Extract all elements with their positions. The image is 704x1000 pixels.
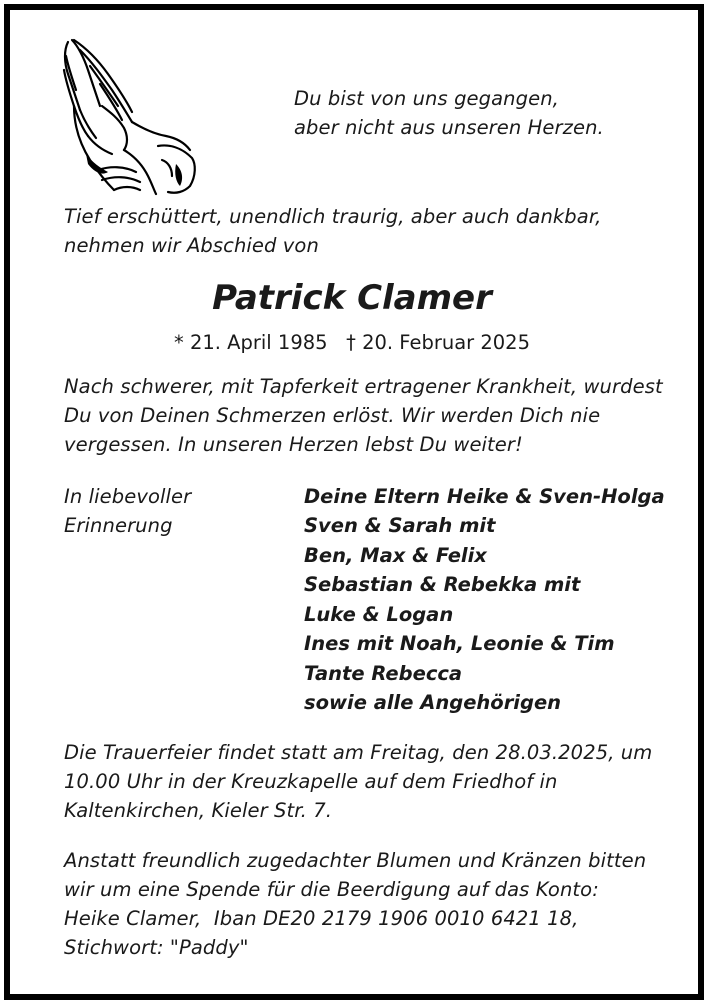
intro-line-2: nehmen wir Abschied von	[64, 234, 319, 257]
mourner-line: Deine Eltern Heike & Sven-Holga	[304, 485, 665, 508]
donation-line-2: wir um eine Spende für die Beerdigung auf das Konto:	[64, 878, 599, 901]
donation-line-4: Stichwort: "Paddy"	[64, 936, 249, 959]
funeral-line-3: Kaltenkirchen, Kieler Str. 7.	[64, 799, 333, 822]
mourner-line: Ines mit Noah, Leonie & Tim	[304, 632, 615, 655]
funeral-line-2: 10.00 Uhr in der Kreuzkapelle auf dem Friedhof in	[64, 770, 558, 793]
mourner-line: Tante Rebecca	[304, 662, 463, 685]
donation-line-1: Anstatt freundlich zugedachter Blumen und Kränzen bitten	[64, 849, 647, 872]
mourner-line: Luke & Logan	[304, 603, 454, 626]
funeral-line-1: Die Trauerfeier findet statt am Freitag, den 28.03.2025, um	[64, 741, 653, 764]
mourner-line: sowie alle Angehörigen	[304, 691, 562, 714]
praying-hands-icon	[58, 36, 200, 196]
mourner-line: Ben, Max & Felix	[304, 544, 487, 567]
message-line-3: vergessen. In unseren Herzen lebst Du weiter!	[64, 433, 523, 456]
message-line-2: Du von Deinen Schmerzen erlöst. Wir werden Dich nie	[64, 404, 601, 427]
mourner-line: Sebastian & Rebekka mit	[304, 573, 581, 596]
poem-line-1: Du bist von uns gegangen,	[294, 87, 559, 110]
mourner-line: Sven & Sarah mit	[304, 514, 496, 537]
life-dates: * 21. April 1985 † 20. Februar 2025	[174, 331, 530, 354]
deceased-name: Patrick Clamer	[212, 278, 492, 318]
message-line-1: Nach schwerer, mit Tapferkeit ertragener Krankheit, wurdest	[64, 375, 663, 398]
intro-line-1: Tief erschüttert, unendlich traurig, aber auch dankbar,	[64, 205, 602, 228]
memory-label-1: In liebevoller	[64, 485, 192, 508]
donation-line-3: Heike Clamer, Iban DE20 2179 1906 0010 6421 18,	[64, 907, 579, 930]
poem-line-2: aber nicht aus unseren Herzen.	[294, 116, 604, 139]
memory-label-2: Erinnerung	[64, 514, 173, 537]
